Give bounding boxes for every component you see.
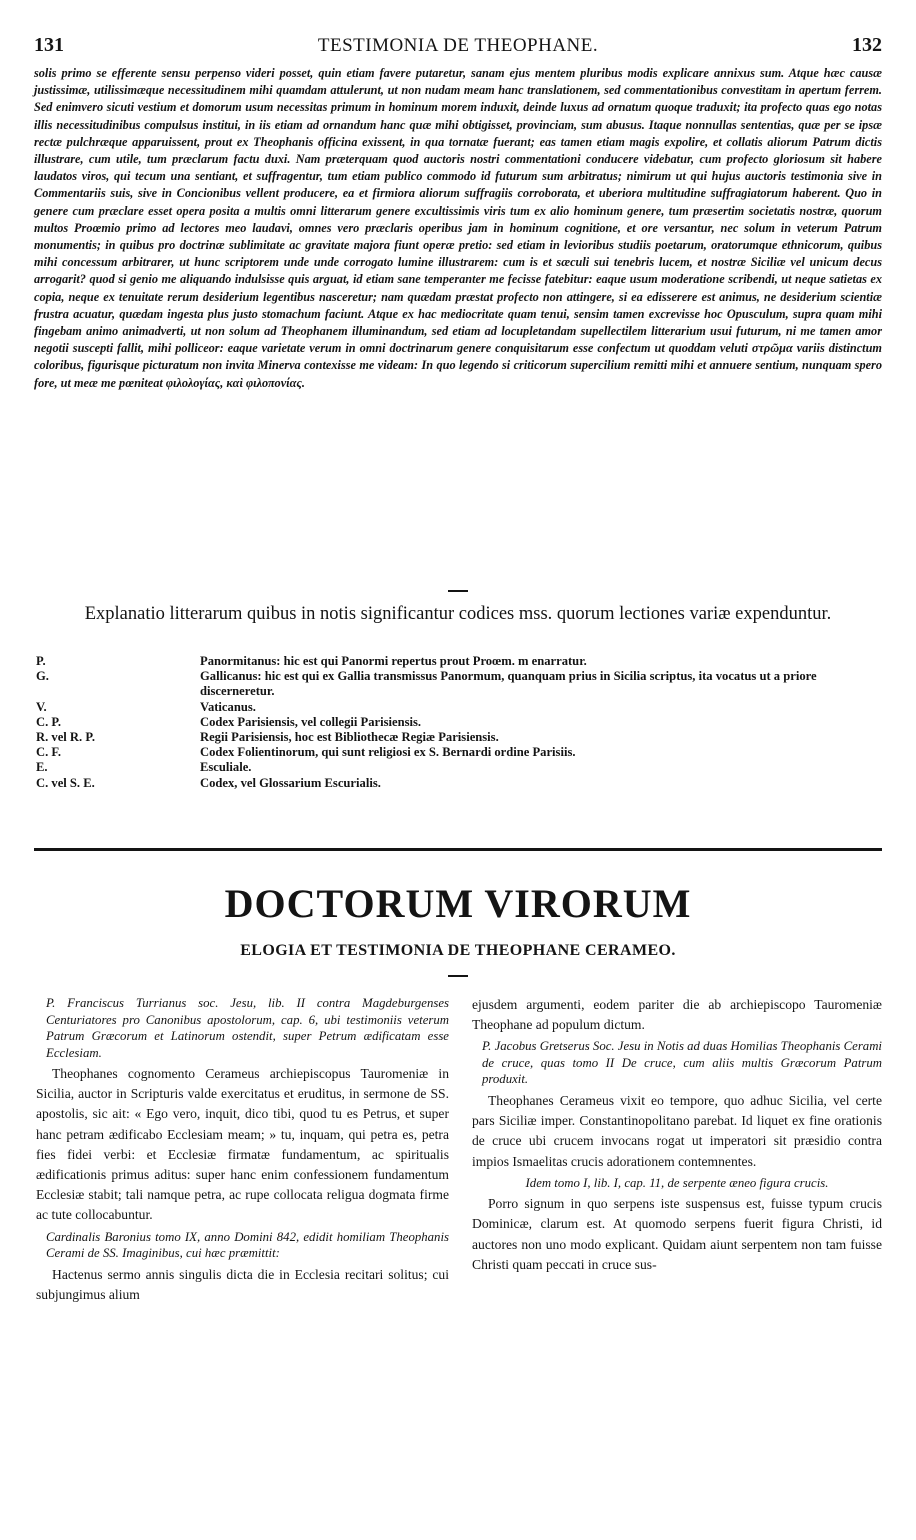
siglum-desc: Esculiale. — [200, 760, 252, 775]
intro-paragraph — [34, 65, 882, 392]
left-column — [36, 995, 449, 1308]
page-number-right: 132 — [852, 34, 882, 56]
siglum-desc: Gallicanus: hic est qui ex Gallia transmissus Panormum, quanquam prius in Sicilia scriptus, ita vocatus ut a priore discerneretur. — [200, 669, 817, 699]
siglum-abbr: C. P. — [36, 714, 62, 729]
right-column — [472, 995, 882, 1278]
running-header — [34, 34, 882, 58]
siglum-abbr: C. F. — [36, 745, 62, 760]
sigla-row — [36, 715, 882, 730]
siglum-desc: Regii Parisiensis, hoc est Bibliothecæ Regiæ Parisiensis. — [200, 730, 499, 745]
siglum-abbr: C. vel S. E. — [36, 775, 95, 790]
sigla-row — [36, 745, 882, 760]
sigla-row — [36, 776, 882, 791]
body-paragraph: Hactenus sermo annis singulis dicta die in Ecclesia recitari solitus; cui subjungimus alium — [36, 1266, 449, 1302]
body-paragraph: Porro signum in quo serpens iste suspensus est, fuisse typum crucis Dominicæ, clarum est. At quomodo serpens fuerit figura Christi, id auctores non uno modo explicant. Quidam aiunt serpentem non tam fuisse Christi quam peccati in cruce sus- — [472, 1196, 882, 1272]
siglum-desc: Vaticanus. — [200, 699, 256, 714]
sigla-row — [36, 760, 882, 775]
section-title: DOCTORUM VIRORUM — [224, 881, 692, 926]
body-paragraph: Theophanes cognomento Cerameus archiepiscopus Tauromeniæ in Sicilia, auctor in Scripturis valde exercitatus et eruditus, in sermone de SS. apostolis, sic ait: « Ego vero, inquit, dico tibi, quod tu es Petrus, et super hanc petram ædificabo Ecclesiam meam; » tu, inquam, qui petra es, petra fies fidei verbi: et Ecclesiæ firmatæ fundamentum, ac spiritualis ædificationis primus aditus: super hanc enim confessionem fundamentum Ecclesiæ stabit; tali namque petra, ac rupe collocata religua dogmata firme ac tute collocabuntur. — [36, 1066, 449, 1223]
sigla-row — [36, 669, 882, 699]
body-paragraph: Theophanes Cerameus vixit eo tempore, quo adhuc Sicilia, vel certe pars Siciliæ imper. Constantinopolitano parebat. Id liquet ex fine orationis de cruce ubi crucem invocans rogat ut imperatori sit præsidio contra impios Ismaelitas crucis adorationem contemnentes. — [472, 1092, 882, 1169]
source-citation: P. Jacobus Gretserus Soc. Jesu in Notis ad duas Homilias Theophanis Cerami de cruce, quas tomo II De cruce, cum aliis multis Græcorum Patrum produxit. — [482, 1039, 882, 1087]
page-number-left: 131 — [34, 34, 64, 56]
siglum-abbr: V. — [36, 699, 47, 714]
sigla-row — [36, 700, 882, 715]
siglum-abbr: E. — [36, 760, 48, 775]
siglum-desc: Panormitanus: hic est qui Panormi repertus prout Proœm. m enarratur. — [200, 654, 587, 668]
sigla-row — [36, 654, 882, 669]
short-divider — [448, 975, 468, 977]
section-rule — [34, 848, 882, 851]
body-paragraph: ejusdem argumenti, eodem pariter die ab archiepiscopo Tauromeniæ Theophane ad populum dictum. — [472, 997, 882, 1033]
section-subtitle: ELOGIA ET TESTIMONIA DE THEOPHANE CERAMEO. — [240, 942, 676, 959]
source-citation: P. Franciscus Turrianus soc. Jesu, lib. II contra Magdeburgenses Centuriatores pro Canonibus apostolorum, cap. 6, ubi testimoniis veterum Patrum Græcorum et Latinorum ostendit, super Petrum ædificatam esse Ecclesiam. — [46, 996, 449, 1060]
siglum-desc: Codex Parisiensis, vel collegii Parisiensis. — [200, 714, 422, 729]
short-divider — [448, 590, 468, 592]
source-citation: Cardinalis Baronius tomo IX, anno Domini 842, edidit homiliam Theophanis Cerami de SS. Imaginibus, cui hæc præmittit: — [46, 1229, 449, 1261]
intro-text: solis primo se efferente sensu perpenso videri posset, quin etiam favere putaretur, sanam ejus mentem pluribus modis explicare annixus sum. Atque hæc causæ justissimæ, utilissimæque necessitudinem mihi quamdam attulerunt, ut non nudam meam hanc translationem, sed commentationibus convestitam in apertum ferrem. Sed enimvero sicuti vestium et domorum usum necessitas primum in hominum morem induxit, deinde luxus ad ornatum quoque traduxit; ita profecto quas ego notas illis necessitudinibus compulsus institui, in iis etiam ad ornandum hanc quæ mihi obtigisset, provinciam, sum abusus. Itaque nonnullas sententias, quæ per se ipsæ rectæ pulchræque apparuissent, prout ex Theophanis officina exissent, in qua tornatæ fuerant; eas tamen etiam magis expolire, et collatis aliorum Patrum dictis illustrare, cum utile, tum præclarum factu duxi. Nam præterquam quod auctoris nostri commentationi conducere videbatur, cum profecto gloriosum sit habere laudatos viros, qui tecum una sentiant, et suffragentur, tum etiam publico commodo id futurum sum arbitratus; nimirum ut qui hujus auctoris testimonia sive in Commentariis suis, sive in Concionibus vellent producere, ea et firmiora aliorum suffragiis corroborata, et uberiora multitudine suffragiatorum haberent. Quo in genere cum præclare esset opera posita a multis omni litterarum genere excultissimis viris tum ex alio hominum genere, tum præsertim societatis nostræ, quorum multos Proœmio primo ad lectores meo laudavi, omnes vero præclaris operibus jam in hominum cognitione, et ore versantur, nec solum in veterum Patrum monumentis; in quibus pro doctrinæ sublimitate ac gravitate majora fiunt operæ pretio: sed etiam in levioribus studiis poetarum, oratorumque ethnicorum, quibus mihi concessum arbitrarer, ut hunc scriptorem unde unde corrogato lumine illustrarem: cum is et sæculi sui tenebris lucem, et nostræ Siciliæ vel unicum decus arrogarit? quod si genio me aliquando indulsisse quis arguat, id etiam sane temperanter me fecisse fatebitur: eaque usum moderatione scribendi, ut neque satietas ex copia, neque ex tenuitate rerum desiderium legentibus nasceretur; nam quædam præstat profecto non attingere, si ea edisserere est animus, ne desiderium scientiæ frustra acuatur, quædam ingesta plus justo stomachum faciunt. Atque ex hac mediocritate quam tenui, sensim tamen excrevisse hoc Opusculum, supra quam mihi fingebam animo animadverti, ut non solum ad Theophanem illuminandum, sed etiam ad locupletandam supellectilem litterarium usui futurum, ni me tamen amor negotii suscepti fallit, mihi polliceor: eaque varietate verum in omni doctrinarum genere conquisitarum esse confectum ut quoddam veluti στρῶμα variis distinctum coloribus, figurisque picturatum non invita Minerva contexisse me videam: In quo legendo si criticorum supercilium remitti mihi et annuere sentium, nunquam spero fore, ut meæ me pœniteat φιλολογίας, καὶ φιλοπονίας. — [34, 66, 882, 390]
source-citation: Idem tomo I, lib. I, cap. 11, de serpente æneo figura crucis. — [525, 1175, 829, 1190]
siglum-abbr: P. — [36, 654, 46, 668]
siglum-desc: Codex Folientinorum, qui sunt religiosi ex S. Bernardi ordine Parisiis. — [200, 745, 576, 760]
running-title: TESTIMONIA DE THEOPHANE. — [317, 35, 599, 56]
siglum-abbr: R. vel R. P. — [36, 730, 96, 745]
sigla-row — [36, 730, 882, 745]
explanatio-heading: Explanatio litterarum quibus in notis significantur codices mss. quorum lectiones variæ expenduntur. — [84, 604, 832, 624]
siglum-abbr: G. — [36, 669, 49, 684]
siglum-desc: Codex, vel Glossarium Escurialis. — [200, 775, 381, 790]
sigla-list — [36, 654, 882, 791]
